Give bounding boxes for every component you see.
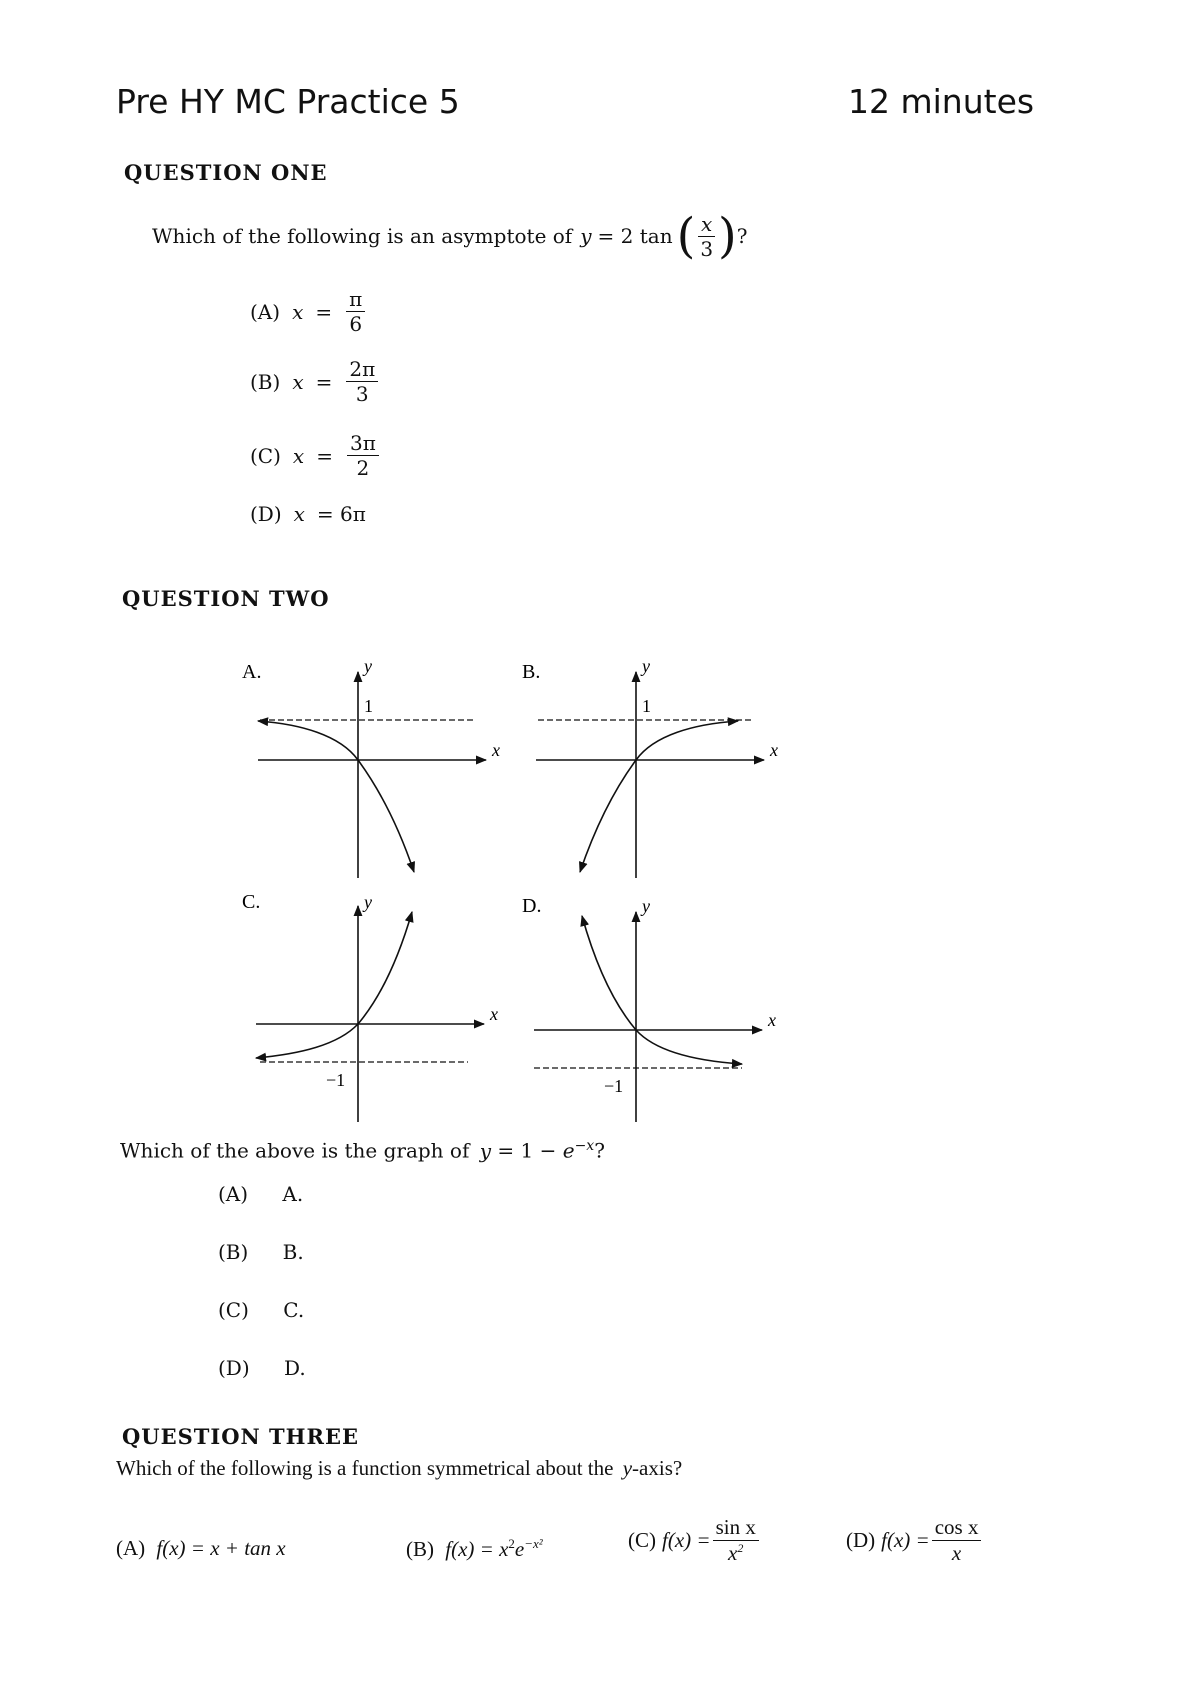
q3-option-c[interactable] [628, 1516, 761, 1565]
graph-a-asymptote-label: 1 [364, 696, 373, 716]
q1-option-d-eq: = 6π [316, 502, 366, 526]
q3-option-c-den: x [728, 1541, 738, 1566]
q1-stem-frac-num: x [698, 213, 715, 237]
q2-option-b[interactable] [218, 1240, 304, 1264]
q2-option-d-text: D. [284, 1356, 306, 1380]
q1-stem-frac-den: 3 [700, 236, 714, 261]
q3-option-d-fraction [932, 1516, 982, 1565]
q1-option-c-var: x [292, 443, 305, 468]
q1-option-c[interactable] [250, 432, 381, 479]
q1-option-a-letter: (A) [250, 299, 281, 324]
q1-option-d-var: x [293, 502, 305, 526]
q2-option-b-letter: (B) [218, 1240, 249, 1264]
q3-option-d-num: cos x [932, 1516, 982, 1541]
q3-stem-suffix: -axis? [632, 1456, 683, 1480]
question-two-stem [120, 1138, 605, 1163]
q3-option-d-letter: (D) [846, 1528, 876, 1553]
graph-a-y-label: y [364, 656, 372, 676]
graph-d-x-label: x [768, 1010, 776, 1030]
q2-stem-eq: = 1 − [497, 1138, 557, 1163]
q1-option-a-den: 6 [349, 312, 363, 336]
q2-graphs [230, 650, 790, 1130]
q3-option-c-num: sin x [713, 1516, 759, 1541]
q3-option-a-expr: f(x) = x + tan x [156, 1536, 286, 1560]
graph-c-asymptote-label: −1 [326, 1070, 346, 1090]
q1-option-c-letter: (C) [250, 443, 281, 468]
q3-option-d-lhs: f(x) = [881, 1528, 930, 1553]
q1-option-a-num: π [346, 288, 365, 312]
graph-b-curve [580, 721, 738, 872]
q2-option-d-letter: (D) [218, 1356, 250, 1380]
q1-option-a-fraction [346, 288, 365, 335]
question-one-stem: Which of the following is an asymptote of y = 2 tan ( $\frac{x}{3}$ ) ? [152, 208, 748, 264]
q1-stem-prefix: Which of the following is an asymptote of [152, 224, 573, 248]
graph-b-asymptote-label: 1 [642, 696, 651, 716]
question-three-stem [116, 1456, 682, 1481]
q3-option-b-letter: (B) [406, 1537, 434, 1561]
q3-option-b-exponent: −x² [524, 1536, 543, 1551]
q1-option-a-var: x [292, 299, 304, 324]
graph-c-x-label: x [490, 1004, 498, 1024]
graph-c-y-label: y [364, 892, 372, 912]
q1-option-b-var: x [292, 369, 304, 394]
q2-stem-exponent: −x [574, 1138, 595, 1154]
q1-stem-fraction [697, 213, 716, 260]
q3-option-b-e: e [514, 1537, 525, 1561]
q2-option-a-letter: (A) [218, 1182, 249, 1206]
q2-stem-y: y [479, 1138, 492, 1163]
q1-option-c-num: 3π [347, 432, 379, 456]
q3-option-b[interactable] [406, 1536, 543, 1562]
q2-option-c-letter: (C) [218, 1298, 249, 1322]
graph-b-label: B. [522, 661, 541, 683]
graph-b[interactable] [522, 656, 778, 878]
q1-option-c-eq: = [316, 443, 333, 468]
q2-stem-suffix: ? [594, 1138, 605, 1163]
q3-option-c-lhs: f(x) = [662, 1528, 711, 1553]
q3-option-d[interactable] [846, 1516, 983, 1565]
graph-a-label: A. [242, 661, 262, 683]
q1-option-b[interactable] [250, 358, 380, 405]
q2-stem-e: e [562, 1138, 575, 1163]
q3-option-c-letter: (C) [628, 1528, 656, 1553]
graph-c[interactable] [242, 891, 498, 1122]
graph-b-y-label: y [642, 656, 650, 676]
q2-option-a[interactable] [218, 1182, 303, 1206]
q2-stem-prefix: Which of the above is the graph of [120, 1138, 470, 1163]
q1-option-b-num: 2π [346, 358, 378, 382]
graph-b-x-label: x [770, 740, 778, 760]
q3-option-a[interactable] [116, 1536, 286, 1561]
q3-option-b-lhs: f(x) = x [445, 1537, 509, 1561]
graph-d-label: D. [522, 895, 542, 917]
graph-d-y-label: y [642, 896, 650, 916]
q3-option-a-letter: (A) [116, 1536, 146, 1560]
q1-option-c-den: 2 [356, 456, 370, 480]
q1-option-d-letter: (D) [250, 502, 282, 526]
q3-option-b-square: 2 [508, 1536, 515, 1551]
question-two-heading: QUESTION TWO [122, 586, 330, 611]
q2-option-c-text: C. [283, 1298, 305, 1322]
q1-option-b-letter: (B) [250, 369, 281, 394]
q1-option-d[interactable] [250, 502, 366, 526]
q1-option-a-eq: = [315, 299, 333, 324]
graph-c-label: C. [242, 891, 261, 913]
q3-option-c-den-square: 2 [737, 1541, 744, 1556]
graph-d-curve [582, 916, 742, 1064]
q2-option-b-text: B. [282, 1240, 304, 1264]
graph-d[interactable] [522, 895, 776, 1122]
time-limit: 12 minutes [848, 82, 1035, 121]
q1-option-b-den: 3 [355, 382, 369, 406]
q3-option-c-fraction [713, 1516, 759, 1565]
q2-option-a-text: A. [282, 1182, 304, 1206]
graph-a-curve [258, 721, 414, 872]
q1-option-b-fraction [346, 358, 378, 405]
q3-option-d-den: x [951, 1541, 962, 1566]
q2-option-d[interactable] [218, 1356, 306, 1380]
q1-stem-y: y [580, 224, 592, 248]
graph-a[interactable] [242, 656, 500, 878]
q1-option-c-fraction [347, 432, 379, 479]
question-three-heading: QUESTION THREE [122, 1424, 359, 1449]
q1-stem-suffix: ? [736, 224, 748, 248]
graph-c-curve [256, 912, 412, 1058]
q1-option-a[interactable] [250, 288, 367, 335]
graph-d-asymptote-label: −1 [604, 1076, 624, 1096]
q1-stem-eq: = 2 tan [597, 224, 673, 248]
q3-stem-prefix: Which of the following is a function symmetrical about the [116, 1456, 614, 1480]
q2-option-c[interactable] [218, 1298, 304, 1322]
q1-option-b-eq: = [315, 369, 333, 394]
graph-a-x-label: x [492, 740, 500, 760]
q3-stem-y: y [622, 1456, 633, 1480]
page-title: Pre HY MC Practice 5 [116, 82, 460, 121]
question-one-heading: QUESTION ONE [124, 160, 328, 185]
